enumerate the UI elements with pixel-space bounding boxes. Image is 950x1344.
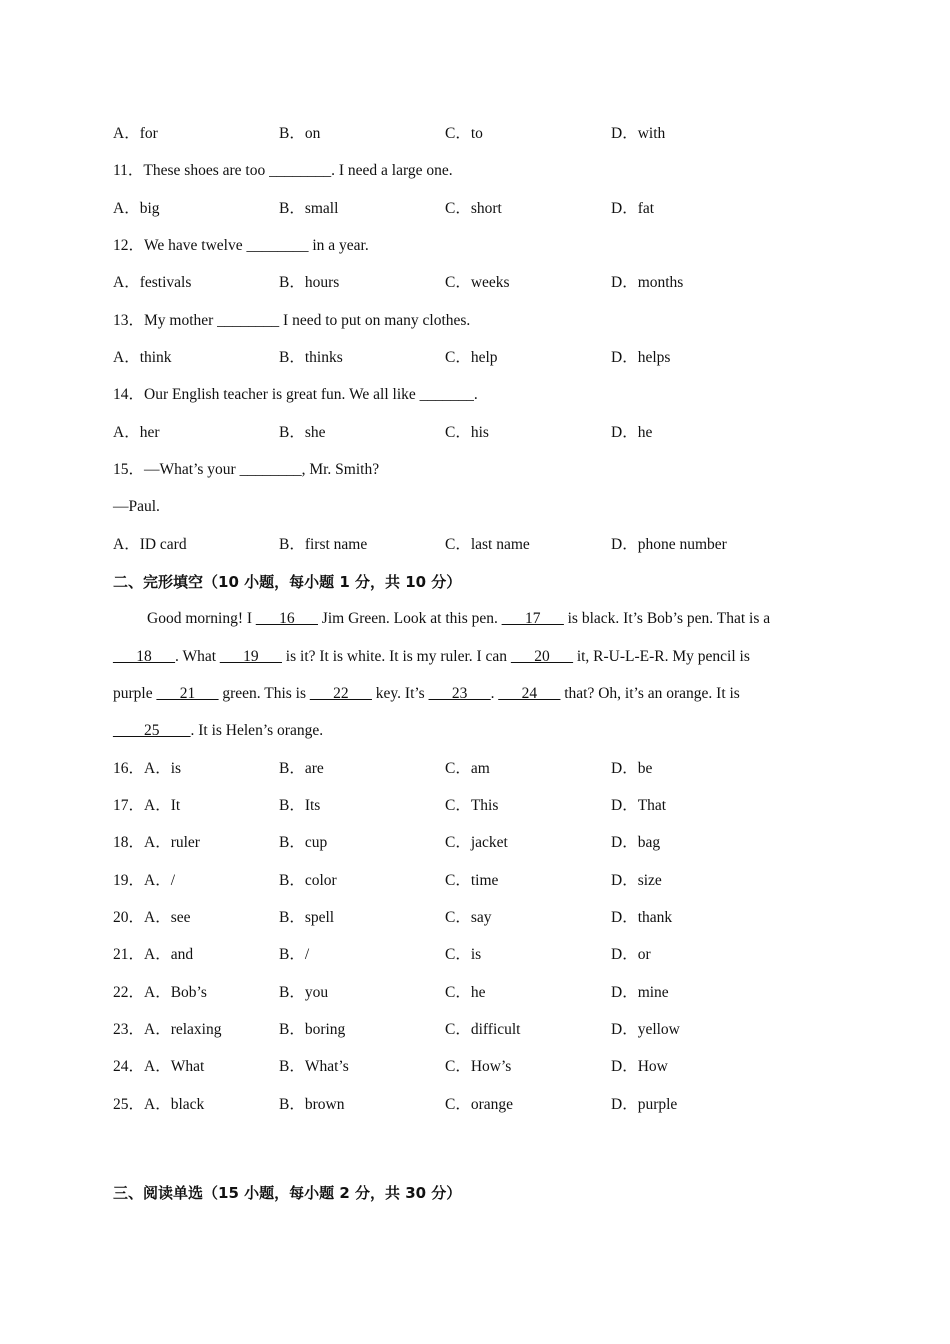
question-options (113, 273, 833, 293)
option-text: A．relaxing (144, 1021, 222, 1038)
blank: ____25____ (113, 722, 191, 739)
passage-text: . It is Helen’s orange. (190, 722, 324, 739)
option-b: B．thinks (279, 349, 343, 366)
option-d: D．size (611, 872, 662, 889)
cloze-question-row (113, 833, 833, 853)
cloze-question-row (113, 759, 833, 779)
question-number: 18． (113, 834, 145, 851)
blank: ___17___ (501, 610, 564, 627)
option-d: D．How (611, 1058, 668, 1075)
passage-line (113, 609, 828, 629)
option-d: D．or (611, 946, 651, 963)
passage-text: green. This is (218, 685, 310, 702)
option-text: A．ruler (144, 834, 200, 851)
question-options (113, 348, 833, 368)
passage-text: that? Oh, it’s an orange. It is (560, 685, 740, 702)
option-d: D．months (611, 274, 684, 291)
blank: ___24___ (498, 685, 561, 702)
blank: ___20___ (510, 648, 573, 665)
option-a: A．big (113, 200, 160, 217)
option-a (113, 1057, 204, 1077)
option-b: B．hours (279, 274, 340, 291)
option-d: D．That (611, 797, 667, 814)
q10-options (113, 124, 833, 144)
option-a: A．think (113, 349, 172, 366)
question-stem: 13．My mother ________ I need to put on many clothes. (113, 312, 471, 329)
option-a: A．for (113, 125, 158, 142)
option-d: D．he (611, 424, 653, 441)
option-b: B．Its (279, 797, 321, 814)
option-c: C．last name (445, 536, 530, 553)
question-number: 25． (113, 1096, 145, 1113)
question-options (113, 423, 833, 443)
option-a (113, 983, 207, 1003)
option-b: B．she (279, 424, 326, 441)
question-options (113, 199, 833, 219)
question-number: 17． (113, 797, 145, 814)
option-d: D．phone number (611, 536, 727, 553)
passage-text: it, R-U-L-E-R. My pencil is (572, 648, 750, 665)
option-c: C．This (445, 797, 499, 814)
option-a (113, 908, 191, 928)
option-c: C．jacket (445, 834, 508, 851)
option-text: A．Bob’s (144, 984, 207, 1001)
option-a: A．her (113, 424, 160, 441)
option-a: A．ID card (113, 536, 187, 553)
passage-text: Good morning! I (147, 610, 256, 627)
passage-text: key. It’s (371, 685, 429, 702)
option-c: C．time (445, 872, 499, 889)
option-c: C．his (445, 424, 489, 441)
passage-text: is it? It is white. It is my ruler. I can (281, 648, 511, 665)
blank: ___21___ (156, 685, 219, 702)
blank: ___22___ (309, 685, 372, 702)
option-b: B．boring (279, 1021, 346, 1038)
option-b: B．first name (279, 536, 368, 553)
question-number: 16． (113, 760, 145, 777)
option-b: B．small (279, 200, 339, 217)
option-a (113, 796, 180, 816)
option-d: D．be (611, 760, 653, 777)
option-a (113, 871, 175, 891)
option-c: C．orange (445, 1096, 514, 1113)
passage-line (113, 684, 828, 704)
passage-text: is black. It’s Bob’s pen. That is a (563, 610, 771, 627)
option-d: D．helps (611, 349, 671, 366)
question-stem: 11．These shoes are too ________. I need a large one. (113, 162, 453, 179)
blank: ___19___ (219, 648, 282, 665)
question-number: 22． (113, 984, 145, 1001)
option-d: D．with (611, 125, 666, 142)
option-text: A．is (144, 760, 182, 777)
question-number: 23． (113, 1021, 145, 1038)
option-c: C．difficult (445, 1021, 521, 1038)
passage-text: Jim Green. Look at this pen. (317, 610, 502, 627)
section-heading: 三、阅读单选（15 小题，每小题 2 分，共 30 分） (113, 1184, 462, 1202)
option-d: D．purple (611, 1096, 678, 1113)
passage-line (113, 647, 828, 667)
cloze-question-row (113, 1020, 833, 1040)
question-number: 24． (113, 1058, 145, 1075)
option-text: A．black (144, 1096, 205, 1113)
option-c: C．short (445, 200, 502, 217)
question-number: 19． (113, 872, 145, 889)
cloze-question-row (113, 945, 833, 965)
option-b: B．spell (279, 909, 335, 926)
question-number: 21． (113, 946, 145, 963)
question-stem: 15．—What’s your ________, Mr. Smith? (113, 461, 380, 478)
option-b: B．What’s (279, 1058, 349, 1075)
cloze-question-row (113, 908, 833, 928)
question-options (113, 535, 833, 555)
cloze-question-row (113, 871, 833, 891)
passage-text: . (490, 685, 499, 702)
option-a (113, 1020, 222, 1040)
option-c: C．am (445, 760, 490, 777)
section-heading: 二、完形填空（10 小题，每小题 1 分，共 10 分） (113, 573, 462, 591)
option-text: A．see (144, 909, 191, 926)
option-d: D．yellow (611, 1021, 680, 1038)
passage-line (113, 721, 828, 741)
option-a (113, 833, 200, 853)
option-c: C．How’s (445, 1058, 512, 1075)
option-c: C．to (445, 125, 483, 142)
option-c: C．help (445, 349, 498, 366)
passage-text: purple (113, 685, 157, 702)
question-reply: —Paul. (113, 498, 160, 515)
cloze-question-row (113, 796, 833, 816)
option-b: B．/ (279, 946, 310, 963)
option-text: A．What (144, 1058, 205, 1075)
option-b: B．cup (279, 834, 328, 851)
option-b: B．are (279, 760, 324, 777)
option-a (113, 945, 193, 965)
option-c: C．he (445, 984, 486, 1001)
question-number: 20． (113, 909, 145, 926)
cloze-question-row (113, 1095, 833, 1115)
option-c: C．is (445, 946, 482, 963)
option-d: D．mine (611, 984, 669, 1001)
question-stem: 14．Our English teacher is great fun. We all like _______. (113, 386, 478, 403)
option-c: C．say (445, 909, 492, 926)
option-text: A．It (144, 797, 181, 814)
option-text: A．and (144, 946, 194, 963)
option-b: B．you (279, 984, 329, 1001)
option-a: A．festivals (113, 274, 192, 291)
option-a (113, 759, 181, 779)
blank: ___18___ (113, 648, 175, 665)
option-b: B．color (279, 872, 337, 889)
option-b: B．brown (279, 1096, 345, 1113)
option-a (113, 1095, 204, 1115)
question-stem: 12．We have twelve ________ in a year. (113, 237, 369, 254)
blank: ___16___ (255, 610, 318, 627)
cloze-question-row (113, 983, 833, 1003)
option-d: D．bag (611, 834, 661, 851)
option-c: C．weeks (445, 274, 510, 291)
option-d: D．fat (611, 200, 655, 217)
passage-text: . What (175, 648, 220, 665)
cloze-question-row (113, 1057, 833, 1077)
option-text: A．/ (144, 872, 176, 889)
blank: ___23___ (428, 685, 491, 702)
option-d: D．thank (611, 909, 673, 926)
option-b: B．on (279, 125, 321, 142)
